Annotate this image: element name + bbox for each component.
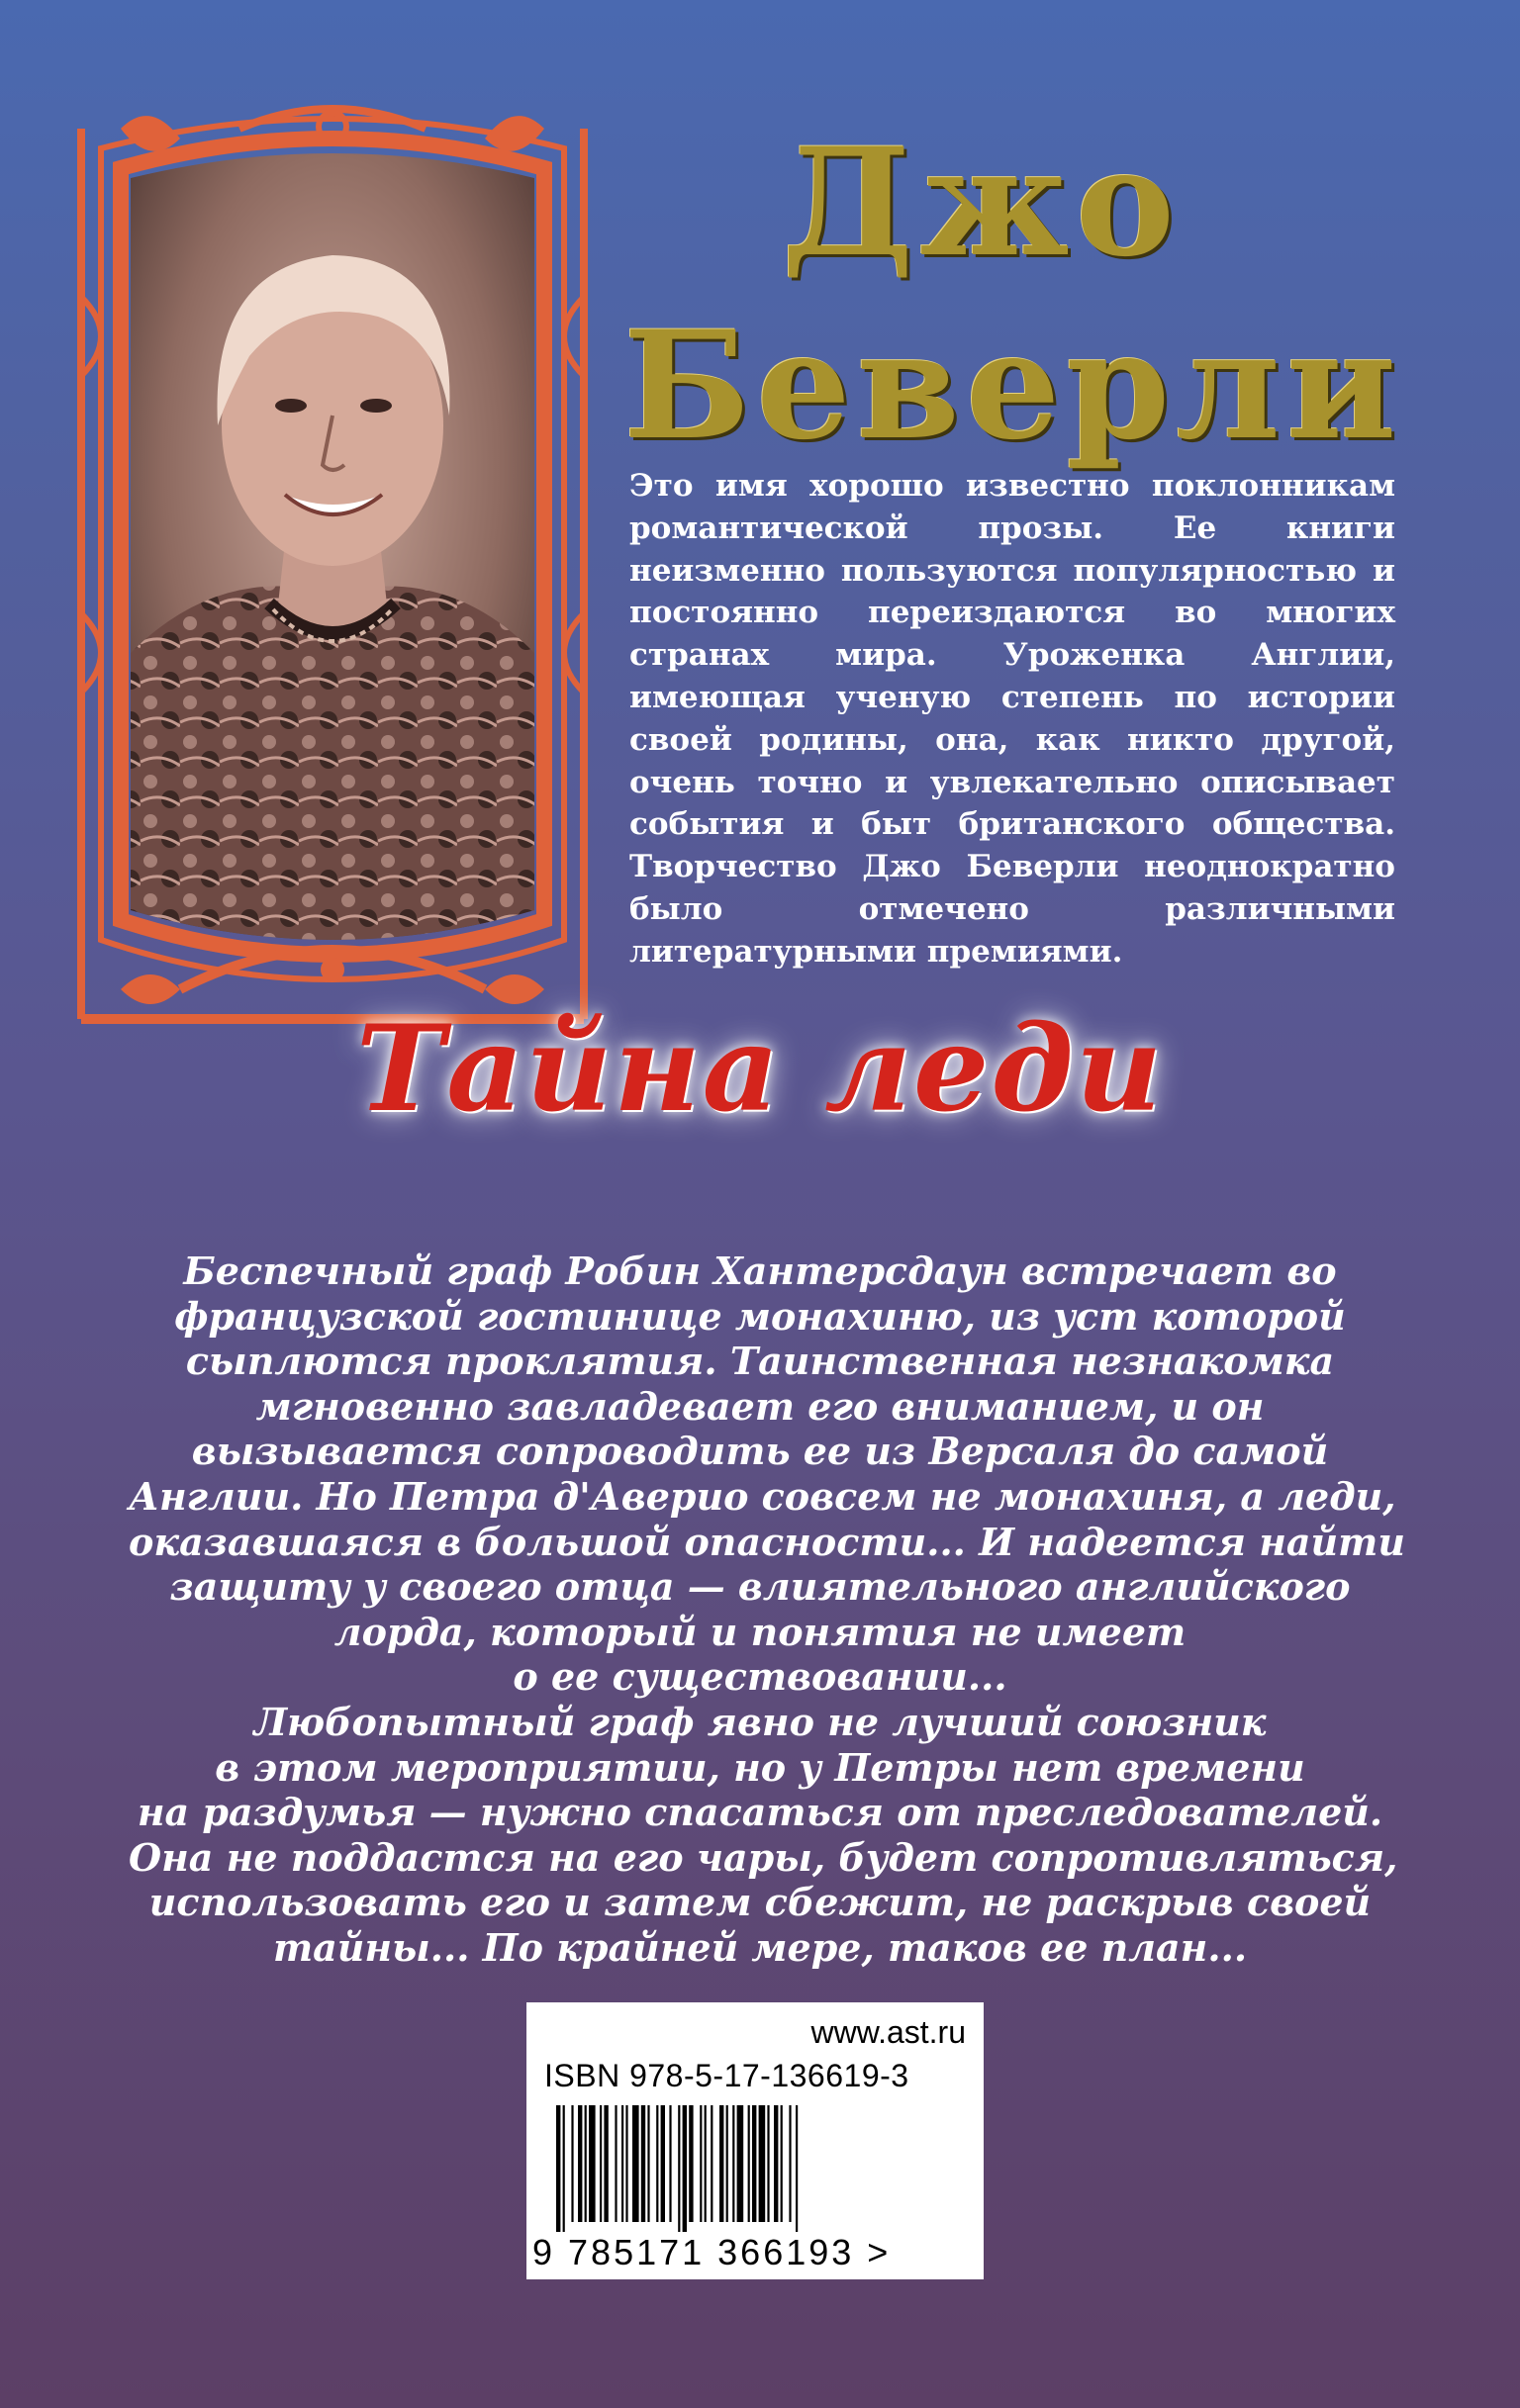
barcode-bar <box>759 2105 766 2222</box>
author-bio <box>629 465 1395 973</box>
barcode-bar <box>641 2105 645 2222</box>
synopsis-line: на раздумья — нужно спасаться от преследователей. <box>137 1790 1383 1835</box>
barcode-bar <box>774 2105 778 2222</box>
barcode-bar <box>669 2105 671 2222</box>
barcode-bar <box>767 2105 769 2222</box>
isbn-label: ISBN 978-5-17-136619-3 <box>544 2058 909 2093</box>
synopsis-line: тайны... По крайней мере, таков ее план... <box>272 1924 1248 1970</box>
book-title: Тайна леди <box>355 999 1165 1139</box>
barcode-bar <box>661 2105 665 2222</box>
barcode-bar <box>625 2105 627 2222</box>
synopsis-line: оказавшаяся в большой опасности... И надеется найти <box>129 1519 1405 1564</box>
barcode-bar <box>737 2105 744 2222</box>
synopsis-line: сыплются проклятия. Таинственная незнакомка <box>185 1339 1335 1384</box>
barcode-bar <box>732 2105 734 2222</box>
barcode-bar <box>719 2105 723 2222</box>
barcode-bar <box>621 2105 623 2222</box>
synopsis-line: защиту у своего отца — влиятельного английского <box>169 1564 1351 1610</box>
barcode-bar <box>656 2105 658 2222</box>
barcode-bar <box>683 2105 687 2232</box>
publisher-url: www.ast.ru <box>810 2014 966 2050</box>
barcode-bar <box>700 2105 702 2222</box>
barcode-bar <box>711 2105 712 2222</box>
author-first-name: Джо <box>782 116 1181 290</box>
author-bio-text: Это имя хорошо известно поклонникам романтической прозы. Ее книги неизменно пользуются популярностью и постоянно переиздаются во многих странах мира. Уроженка Англии, имеющая ученую степень по истории своей родины, она, как никто другой, очень точно и увлекательно описывает события и быт британского общества. Творчество Джо Беверли неоднократно было отмечено различными литературными премиями. <box>629 468 1395 970</box>
barcode-block <box>526 2002 984 2279</box>
synopsis-line: вызывается сопроводить ее из Версаля до самой <box>191 1429 1329 1474</box>
barcode-bar <box>604 2105 608 2222</box>
barcode-digits: 9 785171 366193 > <box>532 2232 892 2272</box>
barcode-bar <box>752 2105 756 2222</box>
barcode-bar <box>678 2105 680 2232</box>
synopsis-line: использовать его и затем сбежит, не раскрыв своей <box>148 1880 1372 1925</box>
barcode-bar <box>589 2105 596 2222</box>
author-portrait <box>61 99 604 1049</box>
barcode-bar <box>563 2105 565 2232</box>
synopsis-line: о ее существовании... <box>513 1654 1007 1700</box>
barcode-bar <box>705 2105 707 2222</box>
synopsis-line: лорда, который и понятия не имеет <box>333 1609 1187 1654</box>
barcode-bar <box>748 2105 750 2222</box>
barcode-bar <box>726 2105 728 2222</box>
barcode-bar <box>689 2105 693 2222</box>
synopsis-line: Она не поддастся на его чары, будет сопротивляться, <box>129 1834 1398 1880</box>
barcode-bar <box>796 2105 798 2232</box>
barcode-bar <box>556 2105 560 2232</box>
synopsis-line: Англии. Но Петра д'Аверио совсем не монахиня, а леди, <box>129 1473 1396 1519</box>
synopsis-line: Любопытный граф явно не лучший союзник <box>253 1699 1267 1744</box>
barcode-bar <box>632 2105 639 2222</box>
barcode-bars-icon <box>556 2105 952 2232</box>
barcode-bar <box>571 2105 573 2222</box>
barcode-bar <box>781 2105 783 2222</box>
author-last-name: Беверли <box>623 299 1403 473</box>
barcode-bar <box>578 2105 582 2222</box>
barcode-bar <box>615 2105 617 2222</box>
synopsis-line: Беспечный граф Робин Хантерсдаун встречает во <box>183 1249 1337 1293</box>
barcode-bar <box>647 2105 649 2222</box>
barcode-bar <box>585 2105 587 2222</box>
barcode-bar <box>789 2105 791 2222</box>
synopsis <box>129 1249 1405 1971</box>
synopsis-line: мгновенно завладевает его вниманием, и он <box>255 1383 1265 1429</box>
barcode-bar <box>600 2105 602 2222</box>
synopsis-line: в этом мероприятии, но у Петры нет времени <box>215 1744 1305 1790</box>
synopsis-line: французской гостинице монахиню, из уст которой <box>174 1293 1346 1339</box>
